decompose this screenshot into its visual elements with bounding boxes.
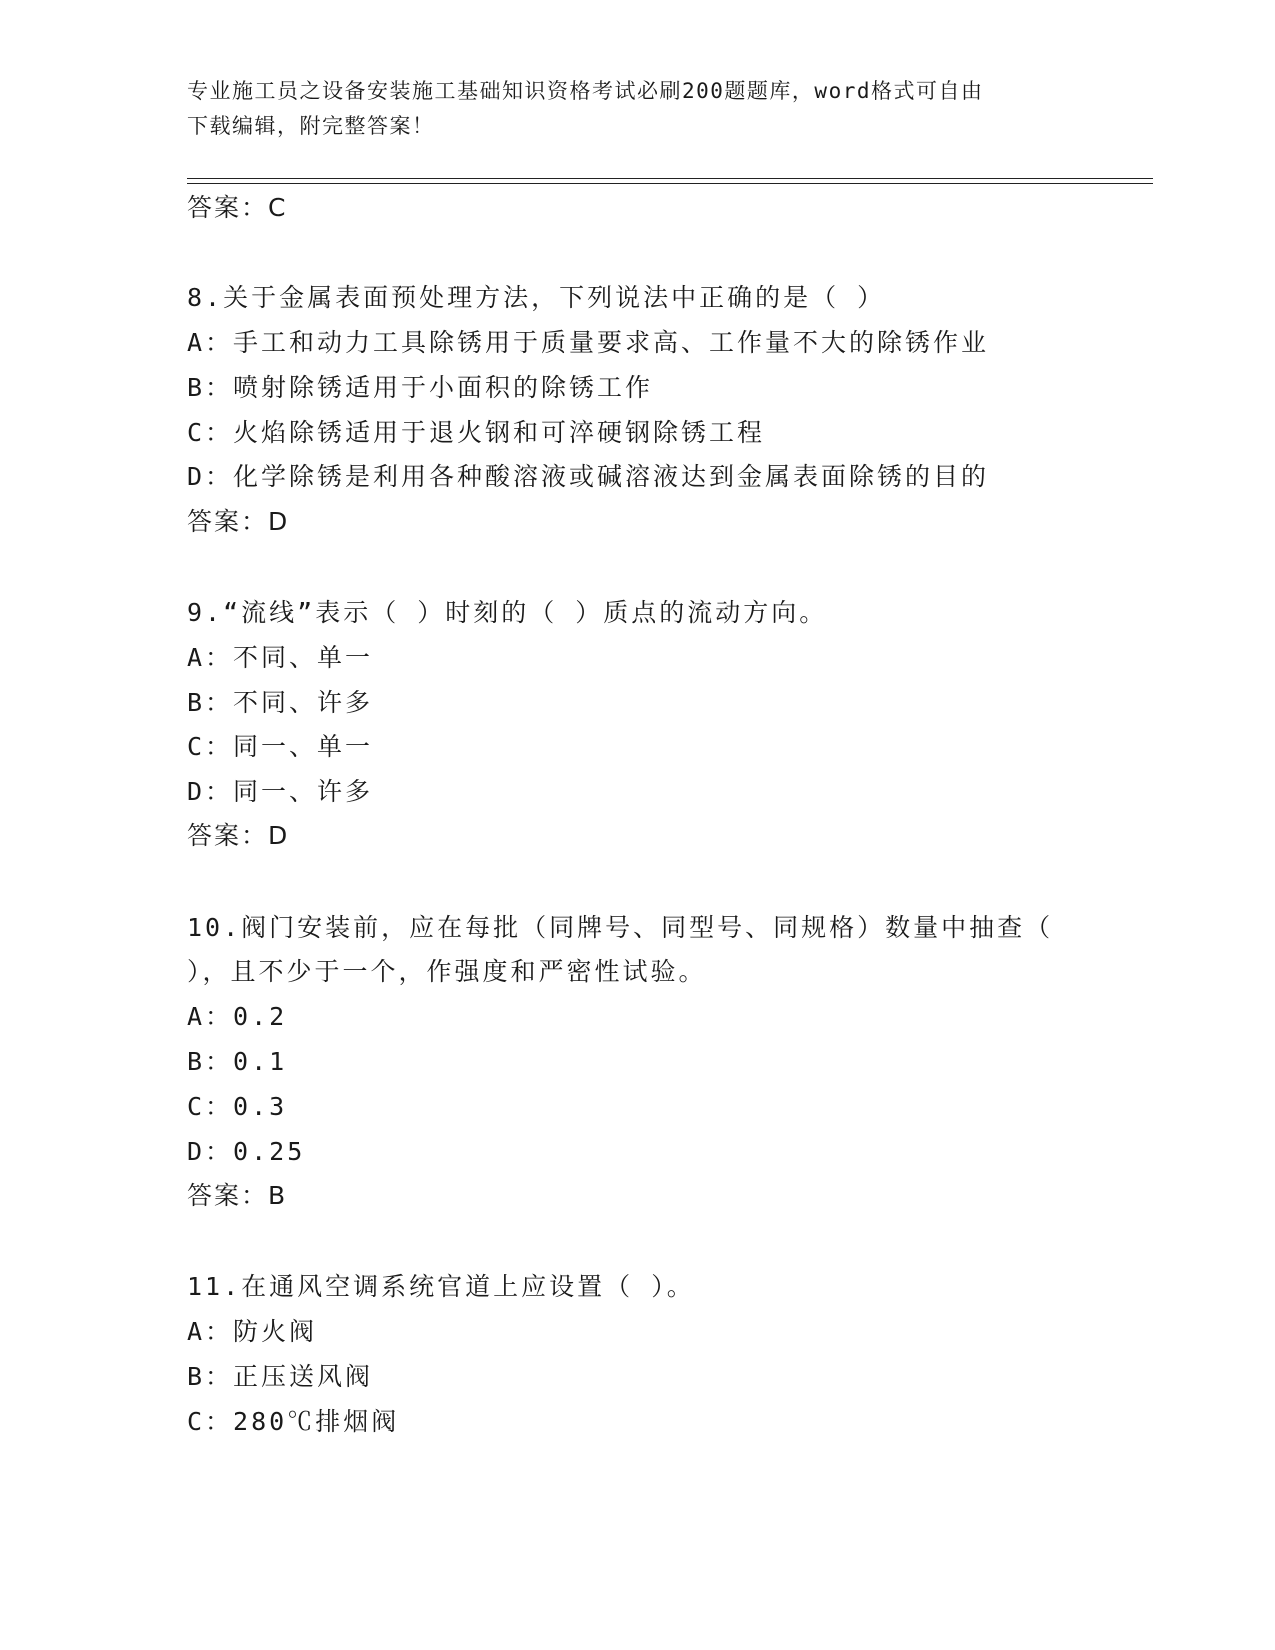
question-9-option-b: B：不同、许多: [187, 688, 374, 717]
header-divider-bottom: [187, 183, 1153, 184]
question-10-option-c: C：0.3: [187, 1092, 288, 1121]
header-divider-top: [187, 178, 1153, 179]
question-11-option-c: C：280℃排烟阀: [187, 1407, 400, 1436]
question-9-stem: 9.“流线”表示（ ）时刻的（ ）质点的流动方向。: [187, 598, 828, 627]
answer-previous: 答案：C: [187, 193, 288, 222]
question-8-stem: 8.关于金属表面预处理方法，下列说法中正确的是（ ）: [187, 283, 886, 312]
header-line-1: 专业施工员之设备安装施工基础知识资格考试必刷200题题库，word格式可自由: [187, 79, 984, 103]
question-11-stem: 11.在通风空调系统官道上应设置（ ）。: [187, 1272, 695, 1301]
question-11-option-b: B：正压送风阀: [187, 1362, 374, 1391]
question-11-option-a: A：防火阀: [187, 1317, 318, 1346]
question-10-option-a: A：0.2: [187, 1002, 288, 1031]
question-9-option-c: C：同一、单一: [187, 732, 374, 761]
question-10-option-d: D：0.25: [187, 1137, 306, 1166]
question-9-answer: 答案：D: [187, 821, 290, 850]
question-8-option-c: C：火焰除锈适用于退火钢和可淬硬钢除锈工程: [187, 418, 766, 447]
question-8-option-b: B：喷射除锈适用于小面积的除锈工作: [187, 373, 654, 402]
header-line-2: 下载编辑，附完整答案！: [187, 114, 435, 138]
question-10-stem-line-2: ），且不少于一个，作强度和严密性试验。: [187, 957, 707, 986]
question-10-answer: 答案：B: [187, 1181, 288, 1210]
document-header: [187, 74, 1067, 144]
question-8-option-a: A：手工和动力工具除锈用于质量要求高、工作量不大的除锈作业: [187, 328, 990, 357]
question-10-option-b: B：0.1: [187, 1047, 288, 1076]
question-8-answer: 答案：D: [187, 507, 290, 536]
question-8-option-d: D：化学除锈是利用各种酸溶液或碱溶液达到金属表面除锈的目的: [187, 462, 990, 491]
question-10-stem-line-1: 10.阀门安装前，应在每批（同牌号、同型号、同规格）数量中抽查（: [187, 913, 1054, 942]
question-9-option-a: A：不同、单一: [187, 643, 374, 672]
question-9-option-d: D：同一、许多: [187, 777, 374, 806]
